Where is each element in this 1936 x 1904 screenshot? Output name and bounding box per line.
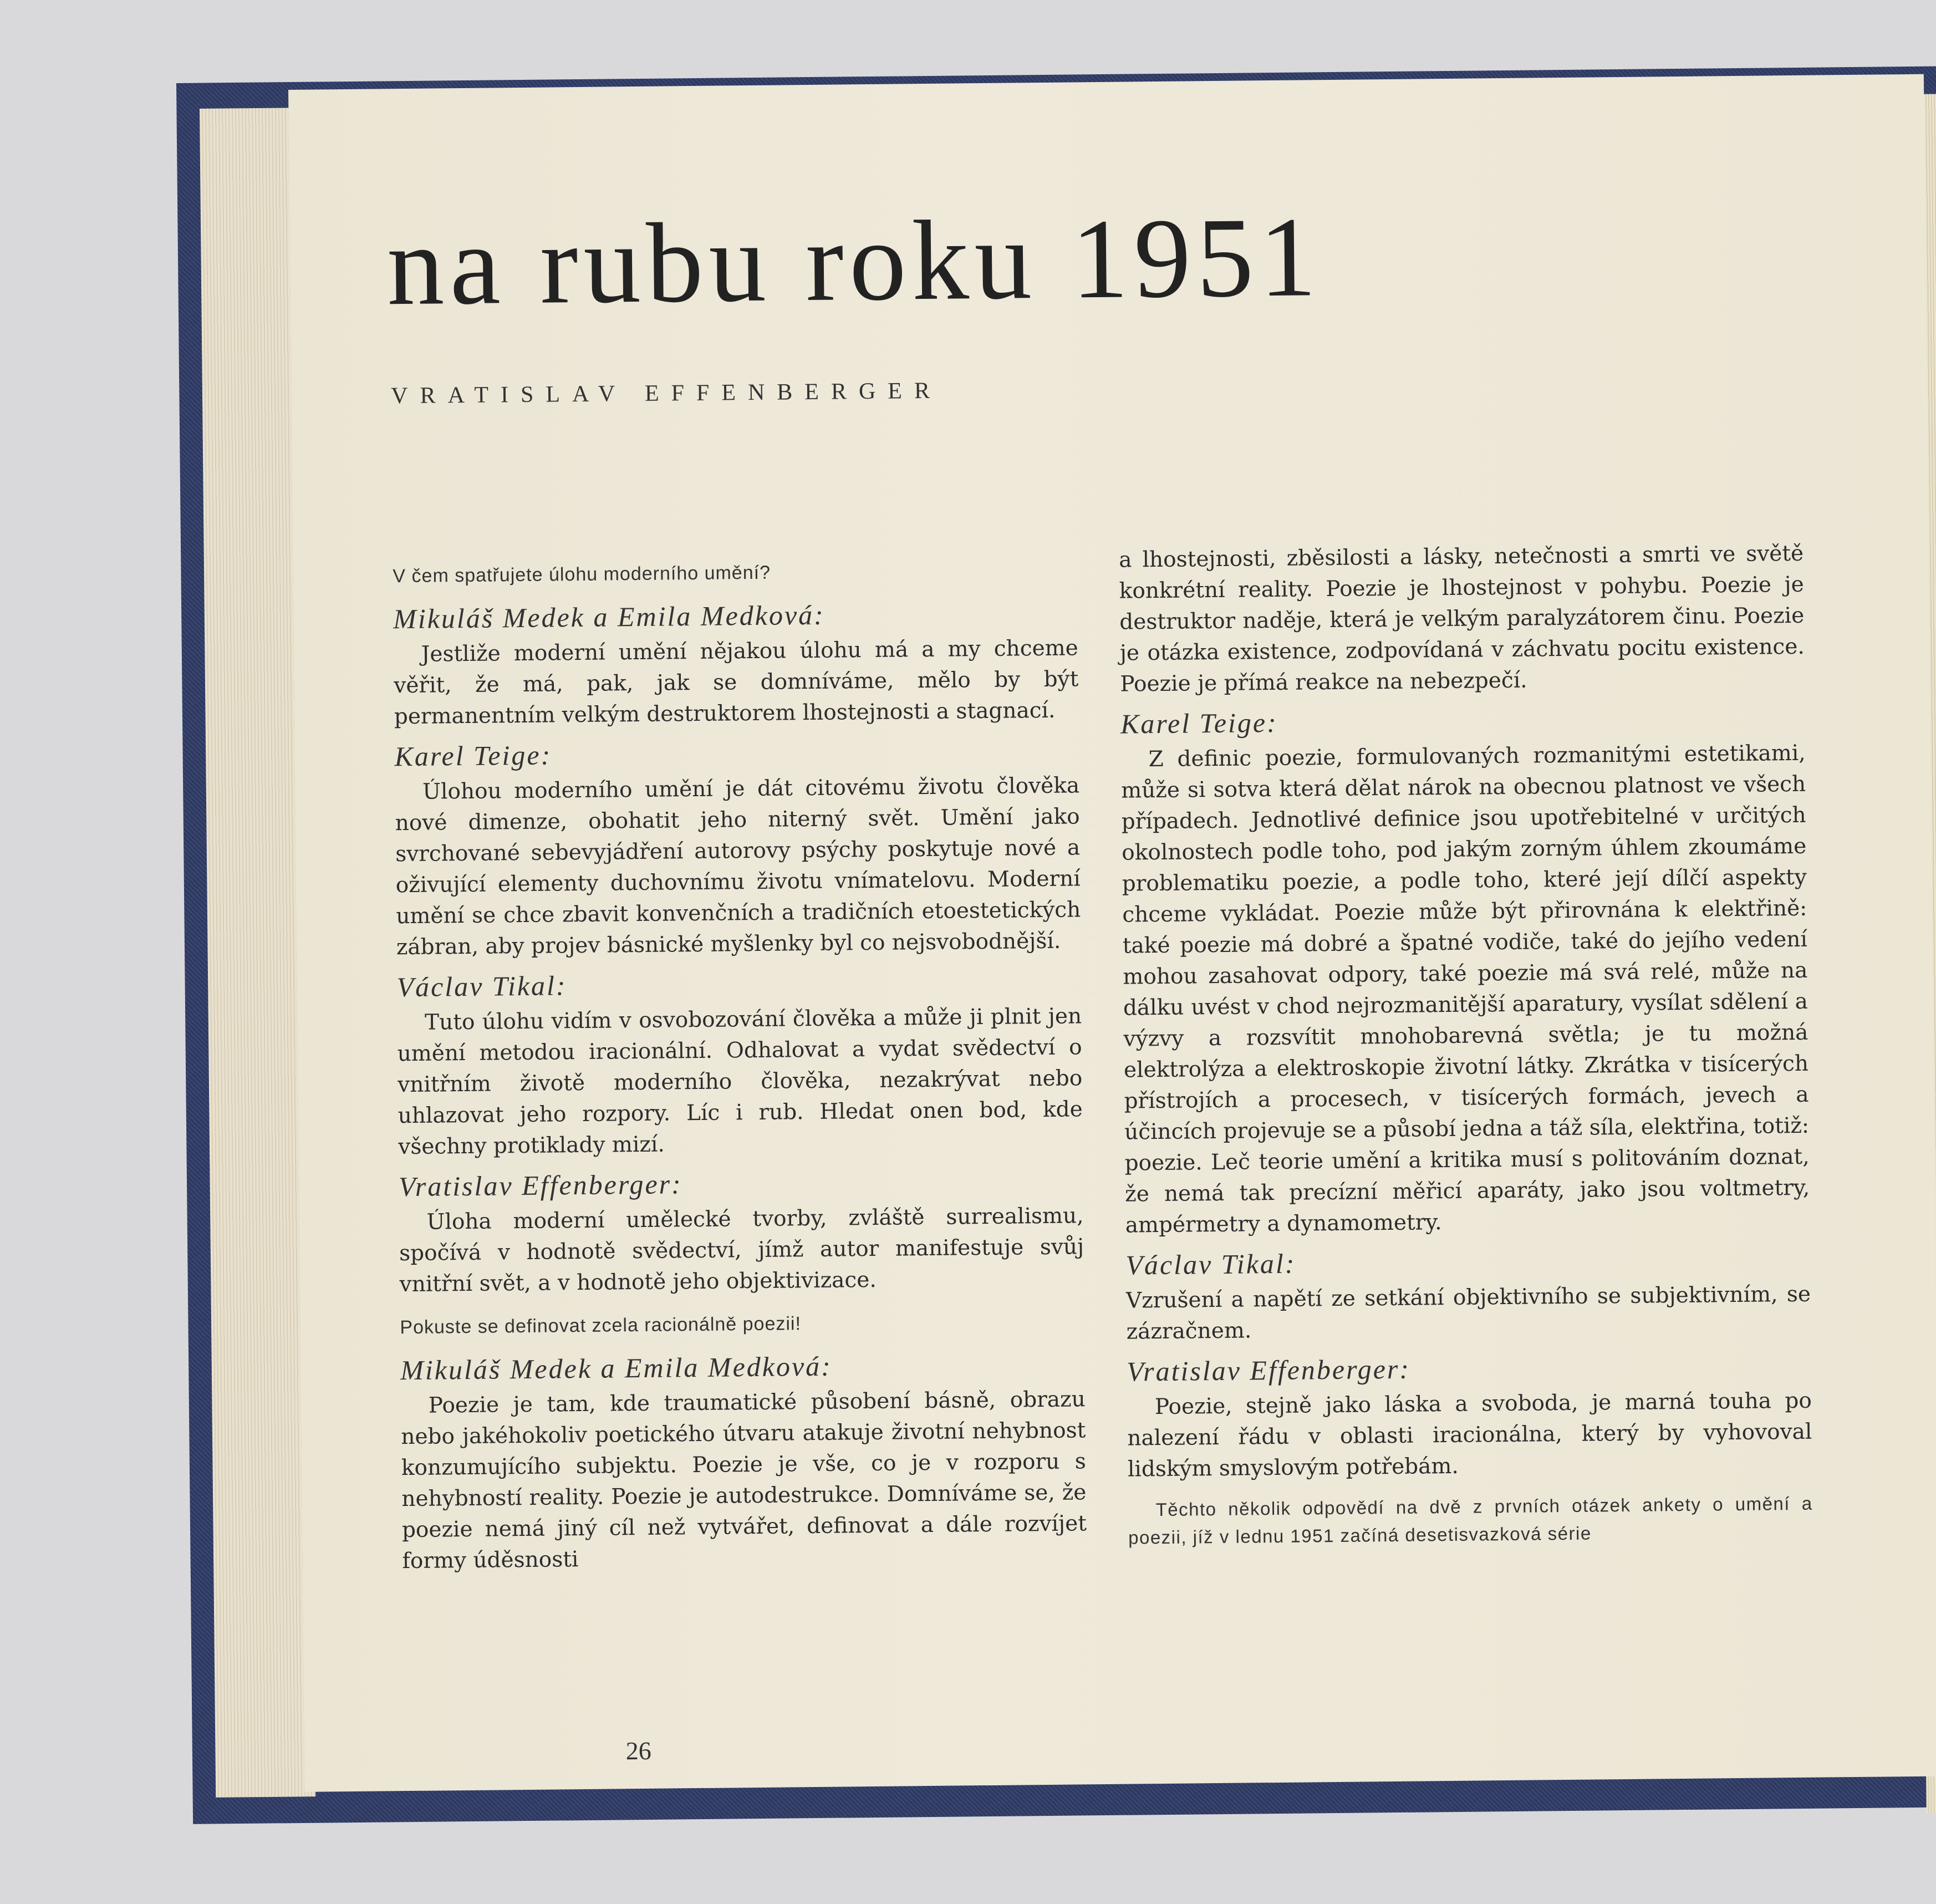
respondent-name: Mikuláš Medek a Emila Medková: xyxy=(393,599,826,635)
respondent-name: Vratislav Effenberger: xyxy=(1126,1353,1411,1387)
respondent-name: Václav Tikal: xyxy=(396,970,567,1003)
respondent-name: Vratislav Effenberger: xyxy=(398,1168,682,1203)
respondent-name: Václav Tikal: xyxy=(1125,1248,1296,1281)
respondent-name: Karel Teige: xyxy=(394,739,552,772)
answer-text: Úlohou moderního umění je dát citovému životu člověka nové dimenze, obohatit jeho niterný svět. Umění jako svrchované sebevyjádření autorovy psýchy poskytuje nové a oživující elementy duchovnímu životu vnímatelovu. Moderní umění se chce zbavit konvenčních a tradičních etoestetických zábran, aby projev básnické myšlenky byl co nejsvobodnější. xyxy=(395,773,1081,960)
question-2: Pokuste se definovat zcela racionálně poezii! xyxy=(400,1313,802,1338)
left-column xyxy=(393,559,1087,1584)
question-1: V čem spatřujete úlohu moderního umění? xyxy=(393,562,771,587)
right-column xyxy=(1119,538,1813,1570)
answer-text: Vzrušení a napětí ze setkání objektivního se subjektivním, se zázračnem. xyxy=(1125,1281,1811,1345)
page-number: 26 xyxy=(625,1736,652,1765)
article-author: VRATISLAV EFFENBERGER xyxy=(391,378,942,409)
answer-text: Úloha moderní umělecké tvorby, zvláště surrealismu, spočívá v hodnotě svědectví, jímž autor manifestuje svůj vnitřní svět, a v hodnotě jeho objektivizace. xyxy=(399,1203,1084,1297)
respondent-name: Mikuláš Medek a Emila Medková: xyxy=(400,1350,833,1386)
answer-text-continued: a lhostejnosti, zběsilosti a lásky, netečnosti a smrti ve světě konkrétní reality. Poezie je lhostejnost v pohybu. Poezie je destruktor naděje, která je velkým paralyzátorem činu. Poezie je otázka existence, zodpovídaná v záchvatu pocitu existence. Poezie je přímá reakce na nebezpečí. xyxy=(1118,541,1805,697)
answer-text: Jestliže moderní umění nějakou úlohu má a my chceme věřit, že má, pak, jak se domníváme, mělo by být permanentním velkým destruktorem lhostejnosti a stagnací. xyxy=(394,635,1079,730)
answer-text: Tuto úlohu vidím v osvobozování člověka a může ji plnit jen umění metodou iracionální. Odhalovat a vydat svědectví o vnitřním životě moderního člověka, nezakrývat nebo uhlazovat jeho rozpory. Líc i rub. Hledat onen bod, kde všechny protiklady mizí. xyxy=(397,1004,1083,1160)
answer-text: Z definic poezie, formulovaných rozmanitými estetikami, může si sotva která dělat nárok na obecnou platnost ve všech případech. Jednotlivé definice jsou upotřebitelné v určitých okolnostech podle toho, pod jakým zorným úhlem zkoumáme problematiku poezie, a podle toho, které její dílčí aspekty chceme vykládat. Poezie může být přirovnána k elektřině: také poezie má dobré a špatné vodiče, také do jejího vedení mohou zasahovat odpory, také poezie má svá relé, může na dálku uvést v chod nejrozmanitější aparatury, vysílat sdělení a výzvy a rozsvítit mnohobarevná světla; je tu možná elektrolýza a elektroskopie životní látky. Zkrátka v tisícerých přístrojích a procesech, v tisícerých formách, jevech a účincích projevuje se a působí jedna a táž síla, elektřina, totiž: poezie. Leč teorie umění a kritika musí s politováním doznat, že nemá tak precízní měřicí aparáty, jako jsou voltmetry, ampérmetry a dynamometry. xyxy=(1120,740,1810,1238)
answer-text: Poezie, stejně jako láska a svoboda, je marná touha po nalezení řádu v oblasti iracionálna, který by vyhovoval lidským smyslovým potřebám. xyxy=(1127,1388,1812,1482)
book-page xyxy=(288,74,1936,1792)
answer-text: Poezie je tam, kde traumatické působení básně, obrazu nebo jakéhokoliv poetického útvaru atakuje životní nehybnost konzumujícího subjektu. Poezie je vše, co je v rozporu s nehybností reality. Poezie je autodestrukce. Domníváme se, že poezie nemá jiný cíl než vytvářet, definovat a dále rozvíjet formy úděsnosti xyxy=(401,1387,1087,1574)
article-title: na rubu roku 1951 xyxy=(386,193,1323,329)
editorial-note: Těchto několik odpovědí na dvě z prvních otázek ankety o umění a poezii, jíž v lednu 1951 začíná desetisvazková série xyxy=(1128,1493,1813,1548)
respondent-name: Karel Teige: xyxy=(1120,706,1278,740)
